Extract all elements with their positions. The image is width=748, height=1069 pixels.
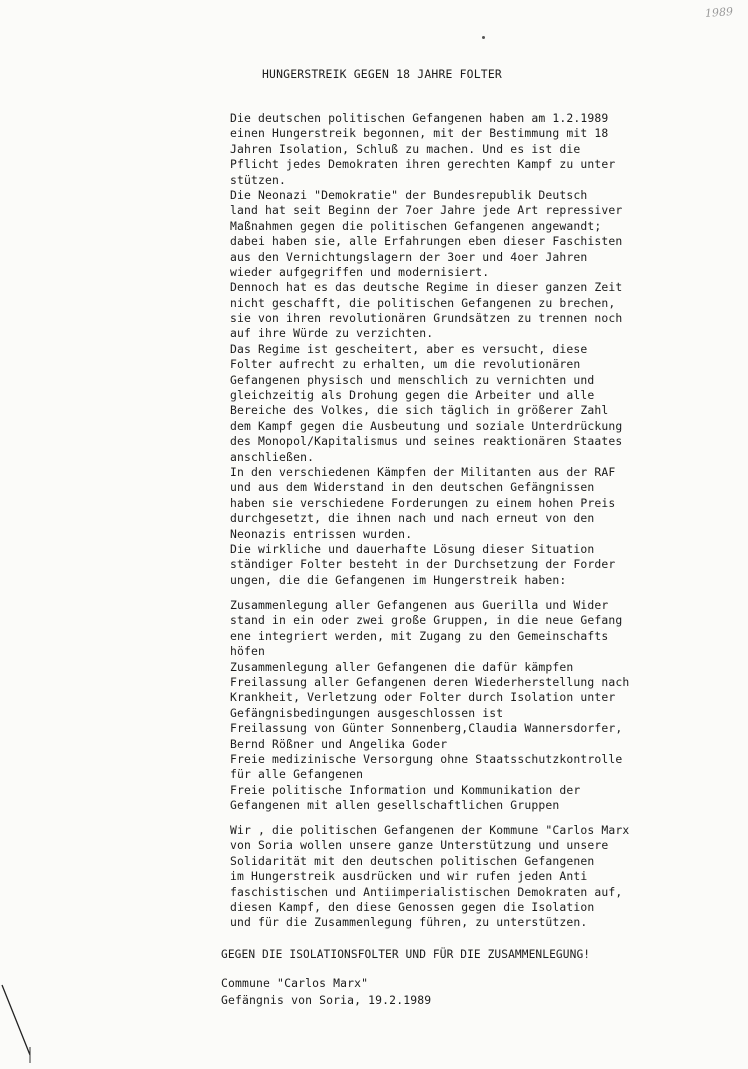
- demand-line: Freie medizinische Versorgung ohne Staatsschutzkontrolle: [230, 751, 623, 766]
- closing-line: von Soria wollen unsere ganze Unterstützung und unsere: [230, 838, 609, 853]
- intro-line: Gefangenen physisch und menschlich zu vernichten und: [230, 372, 595, 387]
- intro-paragraphs: [230, 111, 650, 588]
- demand-line: Gefängnisbedingungen ausgeschlossen ist: [230, 705, 504, 720]
- intro-line: Dennoch hat es das deutsche Regime in dieser ganzen Zeit: [230, 280, 623, 295]
- demand-line: Freilassung aller Gefangenen deren Wiederherstellung nach: [230, 674, 630, 689]
- intro-line: durchgesetzt, die ihnen nach und nach erneut von den: [230, 511, 595, 526]
- intro-line: In den verschiedenen Kämpfen der Militanten aus der RAF: [230, 464, 616, 479]
- intro-line: dem Kampf gegen die Ausbeutung und soziale Unterdrückung: [230, 418, 623, 433]
- demand-line: Freie politische Information und Kommunikation der: [230, 782, 581, 797]
- handwritten-annotation: 1989: [704, 5, 734, 20]
- intro-line: sie von ihren revolutionären Grundsätzen zu trennen noch: [230, 311, 623, 326]
- intro-line: Bereiche des Volkes, die sich täglich in größerer Zahl: [230, 403, 609, 418]
- margin-bracket-mark: [0, 975, 40, 1065]
- demand-line: für alle Gefangenen: [230, 767, 364, 782]
- intro-line: und aus dem Widerstand in den deutschen Gefängnissen: [230, 480, 595, 495]
- slogan: GEGEN DIE ISOLATIONSFOLTER UND FÜR DIE ZUSAMMENLEGUNG!: [221, 948, 591, 961]
- intro-line: Die deutschen politischen Gefangenen haben am 1.2.1989: [230, 111, 609, 125]
- signature-place-date: Gefängnis von Soria, 19.2.1989: [221, 993, 432, 1007]
- intro-line: Maßnahmen gegen die politischen Gefangenen angewandt;: [230, 218, 602, 233]
- demand-line: Krankheit, Verletzung oder Folter durch Isolation unter: [230, 690, 616, 705]
- intro-line: nicht geschafft, die politischen Gefangenen zu brechen,: [230, 295, 616, 310]
- scan-speck: [482, 36, 485, 39]
- intro-line: haben sie verschiedene Forderungen zu einem hohen Preis: [230, 495, 616, 510]
- intro-line: gleichzeitig als Drohung gegen die Arbeiter und alle: [230, 388, 595, 403]
- intro-line: dabei haben sie, alle Erfahrungen eben dieser Faschisten: [230, 234, 623, 249]
- closing-line: diesen Kampf, den diese Genossen gegen die Isolation: [230, 899, 595, 914]
- intro-line: wieder aufgegriffen und modernisiert.: [230, 264, 490, 279]
- signature-commune: Commune "Carlos Marx": [221, 976, 369, 990]
- closing-line: Wir , die politischen Gefangenen der Kommune "Carlos Marx: [230, 823, 630, 837]
- intro-line: ständiger Folter besteht in der Durchsetzung der Forder: [230, 557, 616, 572]
- closing-line: im Hungerstreik ausdrücken und wir rufen jeden Anti: [230, 869, 588, 884]
- demand-line: ene integriert werden, mit Zugang zu den Gemeinschafts: [230, 628, 609, 643]
- demands-list: [230, 598, 650, 813]
- intro-line: Pflicht jedes Demokraten ihren gerechten Kampf zu unter: [230, 157, 616, 172]
- intro-line: ungen, die die Gefangenen im Hungerstreik haben:: [230, 572, 567, 587]
- demand-line: Gefangenen mit allen gesellschaftlichen Gruppen: [230, 798, 560, 813]
- demand-line: höfen: [230, 644, 266, 659]
- demand-line: stand in ein oder zwei große Gruppen, in die neue Gefang: [230, 613, 623, 628]
- intro-line: anschließen.: [230, 449, 315, 464]
- closing-paragraph: [230, 823, 650, 931]
- intro-line: Die Neonazi "Demokratie" der Bundesrepublik Deutsch: [230, 187, 588, 202]
- demand-line: Zusammenlegung aller Gefangenen aus Guerilla und Wider: [230, 598, 609, 612]
- document-title: HUNGERSTREIK GEGEN 18 JAHRE FOLTER: [262, 67, 502, 81]
- closing-line: und für die Zusammenlegung führen, zu unterstützen.: [230, 915, 588, 930]
- intro-line: land hat seit Beginn der 7oer Jahre jede Art repressiver: [230, 203, 623, 218]
- intro-line: Folter aufrecht zu erhalten, um die revolutionären: [230, 357, 581, 372]
- intro-line: auf ihre Würde zu verzichten.: [230, 326, 434, 341]
- intro-line: Neonazis entrissen wurden.: [230, 526, 413, 541]
- intro-line: aus den Vernichtungslagern der 3oer und 4oer Jahren: [230, 249, 588, 264]
- closing-line: faschistischen und Antiimperialistischen Demokraten auf,: [230, 884, 623, 899]
- intro-line: des Monopol/Kapitalismus und seines reaktionären Staates: [230, 434, 623, 449]
- demand-line: Bernd Rößner und Angelika Goder: [230, 736, 448, 751]
- intro-line: einen Hungerstreik begonnen, mit der Bestimmung mit 18: [230, 126, 609, 141]
- signature-block: [221, 975, 431, 1009]
- closing-line: Solidarität mit den deutschen politischen Gefangenen: [230, 853, 595, 868]
- intro-line: Jahren Isolation, Schluß zu machen. Und es ist die: [230, 141, 581, 156]
- intro-line: Das Regime ist gescheitert, aber es versucht, diese: [230, 341, 588, 356]
- demand-line: Freilassung von Günter Sonnenberg,Claudia Wannersdorfer,: [230, 721, 623, 736]
- intro-line: stützen.: [230, 172, 287, 187]
- demand-line: Zusammenlegung aller Gefangenen die dafür kämpfen: [230, 659, 574, 674]
- intro-line: Die wirkliche und dauerhafte Lösung dieser Situation: [230, 541, 595, 556]
